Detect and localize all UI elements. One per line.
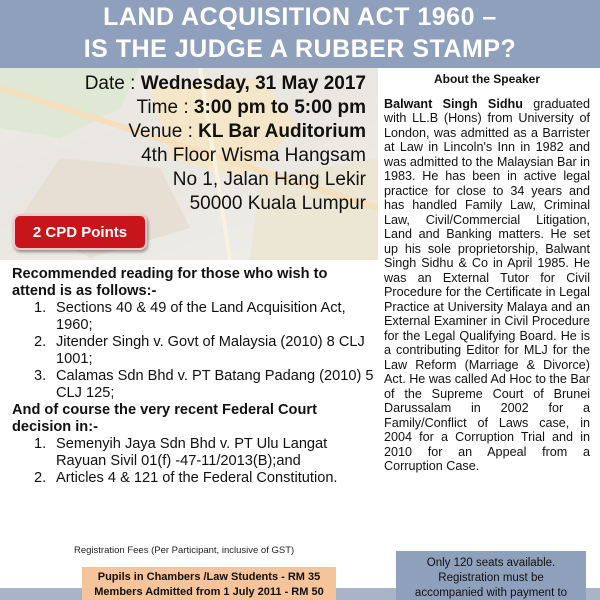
cpd-points-badge: 2 CPD Points (13, 214, 147, 250)
event-details (0, 72, 366, 216)
federal-court-list (12, 436, 374, 487)
date-value: Wednesday, 31 May 2017 (140, 73, 366, 94)
item-text: Sections 40 & 49 of the Land Acquisition Act, 1960; (56, 300, 346, 333)
venue-value: KL Bar Auditorium (198, 121, 366, 142)
time-row (0, 96, 366, 120)
about-speaker (384, 68, 590, 474)
title-line-1: LAND ACQUISITION ACT 1960 – (103, 3, 497, 31)
title-line-2: IS THE JUDGE A RUBBER STAMP? (83, 35, 517, 63)
seats-line-3: accompanied with payment to (414, 587, 568, 599)
speaker-bio-text: graduated with LL.B (Hons) from University of London, was admitted as a Barrister at Law in Lincoln's Inn in 1982 and was admitted to the Malaysian Bar in 1983. He has been in active legal practice for close to 34 years and has handled Family Law, Criminal Law, Civil/Commercial Litigation, Land and Banking matters. He set up his sole proprietorship, Balwant Singh Sidhu & Co in April 1985. He was an External Tutor for Civil Procedure for the Certificate in Legal Practice at University Malaya and an External Examiner in Civil Procedure for the Legal Qualifying Board. He is a contributing Editor for MLJ for the Law Reform (Marriage & Divorce) Act. He was called Ad Hoc to the Bar of the Supreme Court of Brunei Darussalam in 2002 for a Family/Conflict of Laws case, in 2004 for a Corruption Trial and in 2010 for an Appeal from a Corruption Case. (384, 96, 590, 473)
date-label: Date : (84, 73, 141, 94)
fees-box (82, 567, 336, 600)
reading-item (34, 470, 374, 487)
seats-notice (396, 551, 586, 600)
registration-fees-label: Registration Fees (Per Participant, inclusive of GST) (74, 545, 295, 556)
address-line-3: 50000 Kuala Lumpur (189, 193, 366, 214)
item-text: Jitender Singh v. Govt of Malaysia (2010) 8 CLJ 1001; (56, 334, 365, 367)
item-text: Calamas Sdn Bhd v. PT Batang Padang (2010) 5 CLJ 125; (56, 368, 374, 401)
reading-heading: Recommended reading for those who wish to attend is as follows:- (12, 266, 328, 299)
date-row (0, 72, 366, 96)
reading-item (34, 300, 374, 334)
speaker-name: Balwant Singh Sidhu (384, 96, 523, 111)
item-number: 2. (34, 470, 47, 486)
address-line-1: 4th Floor Wisma Hangsam (141, 145, 366, 166)
fee-line-students: Pupils in Chambers /Law Students - RM 35 (97, 571, 321, 583)
speaker-bio (384, 97, 590, 474)
reading-item (34, 368, 374, 402)
reading-list (12, 300, 374, 402)
venue-label: Venue : (128, 121, 199, 142)
item-text: Articles 4 & 121 of the Federal Constitution. (56, 470, 338, 486)
venue-row (0, 120, 366, 144)
item-number: 2. (34, 334, 47, 350)
item-text: Semenyih Jaya Sdn Bhd v. PT Ulu Langat Rayuan Sivil 01(f) -47-11/2013(B);and (56, 436, 328, 469)
reading-item (34, 436, 374, 470)
time-value: 3:00 pm to 5:00 pm (193, 97, 366, 118)
time-label: Time : (136, 97, 194, 118)
speaker-section-title: About the Speaker (433, 72, 541, 86)
federal-court-heading: And of course the very recent Federal Court decision in:- (12, 402, 317, 435)
seats-line-2: Registration must be (438, 572, 544, 584)
item-number: 1. (34, 436, 47, 452)
address-line-2: No 1, Jalan Hang Lekir (172, 169, 366, 190)
fee-line-members: Members Admitted from 1 July 2011 - RM 50 (94, 586, 324, 598)
title-banner (0, 0, 600, 68)
reading-item (34, 334, 374, 368)
item-number: 3. (34, 368, 47, 384)
item-number: 1. (34, 300, 47, 316)
recommended-reading (12, 266, 374, 487)
seats-line-1: Only 120 seats available. (426, 557, 556, 569)
